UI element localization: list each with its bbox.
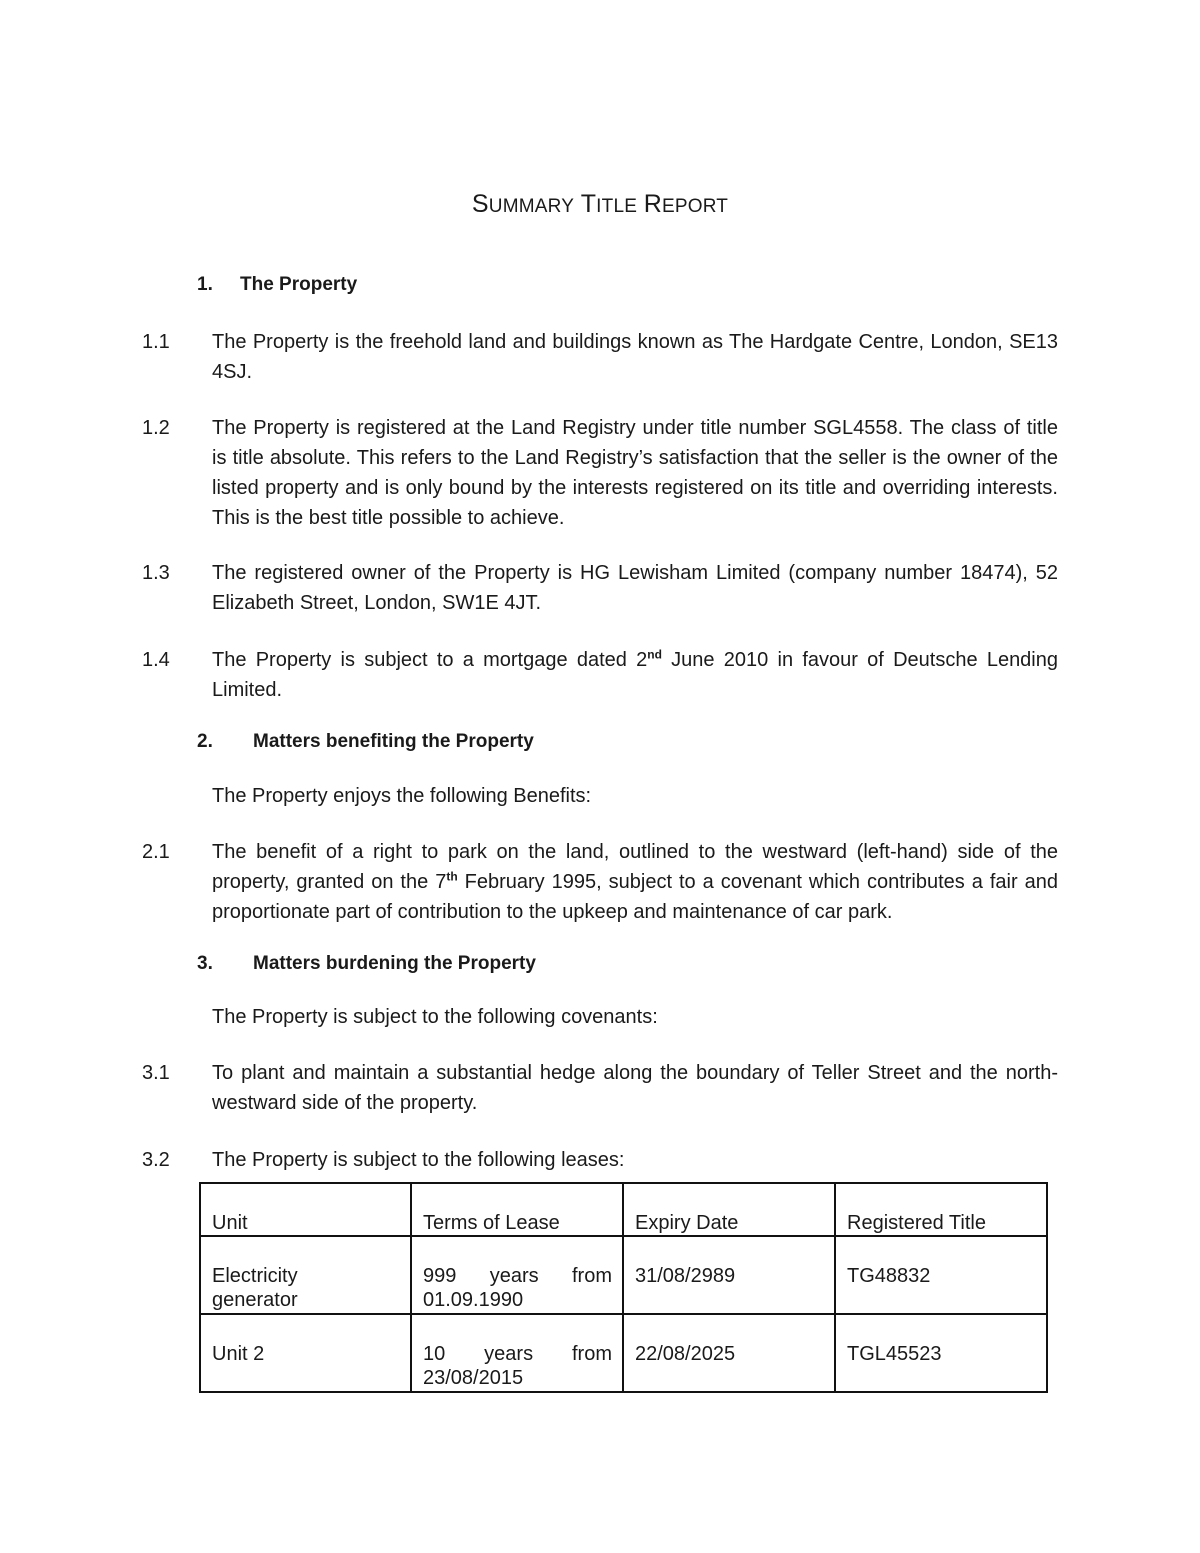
cell-word: years [489,1265,539,1287]
cell-registered-title: TGL45523 [835,1314,1047,1392]
paragraph-text-part: February 1995, subject to a covenant which contributes a fair and proportionate part of contribution to the upkeep and maintenance of car park. [212,871,1058,923]
title-rest-summary: UMMARY [488,196,575,217]
ordinal-suffix: th [446,869,458,884]
paragraph-text: The registered owner of the Property is HG Lewisham Limited (company number 18474), 52 Elizabeth Street, London, SW1E 4JT. [212,562,1058,614]
title-initial-t: T [580,190,597,218]
cell-line: Electricity [212,1265,298,1287]
cell-expiry: 31/08/2989 [623,1236,835,1314]
column-header-registered-title: Registered Title [835,1183,1047,1236]
paragraph-text [212,837,1058,927]
table-header-row [200,1183,1047,1236]
section-2-intro: The Property enjoys the following Benefits: [212,785,592,807]
table-row [200,1314,1047,1392]
cell-word: 10 [423,1343,446,1365]
table-row [200,1236,1047,1314]
paragraph-number: 1.2 [142,417,170,439]
section-heading-text: Matters burdening the Property [253,953,536,974]
ordinal-suffix: nd [647,647,662,662]
column-header-unit: Unit [200,1183,411,1236]
section-number: 2. [197,731,213,752]
section-number: 1. [197,274,213,295]
section-number: 3. [197,953,213,974]
cell-unit [200,1236,411,1314]
section-heading-text: Matters benefiting the Property [253,731,534,752]
cell-word: years [484,1343,534,1365]
cell-line [423,1264,612,1288]
paragraph-number: 1.4 [142,649,170,671]
cell-line: 23/08/2015 [423,1367,524,1389]
cell-line: 01.09.1990 [423,1289,524,1311]
section-heading-text: The Property [240,274,358,295]
cell-line [423,1342,612,1366]
title-initial-r: R [643,190,662,218]
paragraph-text-part: The Property is subject to a mortgage dated 2 [212,649,648,671]
paragraph-text-part: June 2010 in favour of Deutsche Lending Limited. [212,649,1058,701]
document-title [0,190,1200,219]
cell-line: generator [212,1289,298,1311]
section-3-intro: The Property is subject to the following covenants: [212,1006,658,1028]
cell-unit [200,1314,411,1392]
paragraph-number: 1.1 [142,331,170,353]
title-initial-s: S [471,190,489,218]
paragraph-number: 1.3 [142,562,170,584]
cell-line: Unit 2 [212,1343,265,1365]
paragraph-text: To plant and maintain a substantial hedge along the boundary of Teller Street and the north-westward side of the property. [212,1062,1058,1114]
cell-word: from [572,1265,612,1287]
cell-word: 999 [423,1265,457,1287]
paragraph-text: The Property is registered at the Land Registry under title number SGL4558. The class of title is title absolute. This refers to the Land Registry’s satisfaction that the seller is the owner of the listed property and is only bound by the interests registered on its title and overriding interests. This is the best title possible to achieve. [212,417,1058,529]
title-rest-title: ITLE [596,196,638,217]
cell-registered-title: TG48832 [835,1236,1047,1314]
cell-expiry: 22/08/2025 [623,1314,835,1392]
column-header-expiry: Expiry Date [623,1183,835,1236]
paragraph-text-part: The benefit of a right to park on the land, outlined to the westward (left-hand) side of the property, granted on the 7 [212,841,1058,893]
cell-terms [411,1236,623,1314]
cell-terms [411,1314,623,1392]
paragraph-text: The Property is subject to the following leases: [212,1149,625,1171]
paragraph-number: 3.2 [142,1149,170,1171]
paragraph-number: 2.1 [142,841,170,863]
cell-word: from [572,1343,612,1365]
title-rest-report: EPORT [661,196,729,217]
paragraph-number: 3.1 [142,1062,170,1084]
column-header-terms: Terms of Lease [411,1183,623,1236]
leases-table [199,1182,1048,1393]
paragraph-text: The Property is the freehold land and buildings known as The Hardgate Centre, London, SE13 4SJ. [212,331,1058,383]
paragraph-text [212,645,1058,705]
